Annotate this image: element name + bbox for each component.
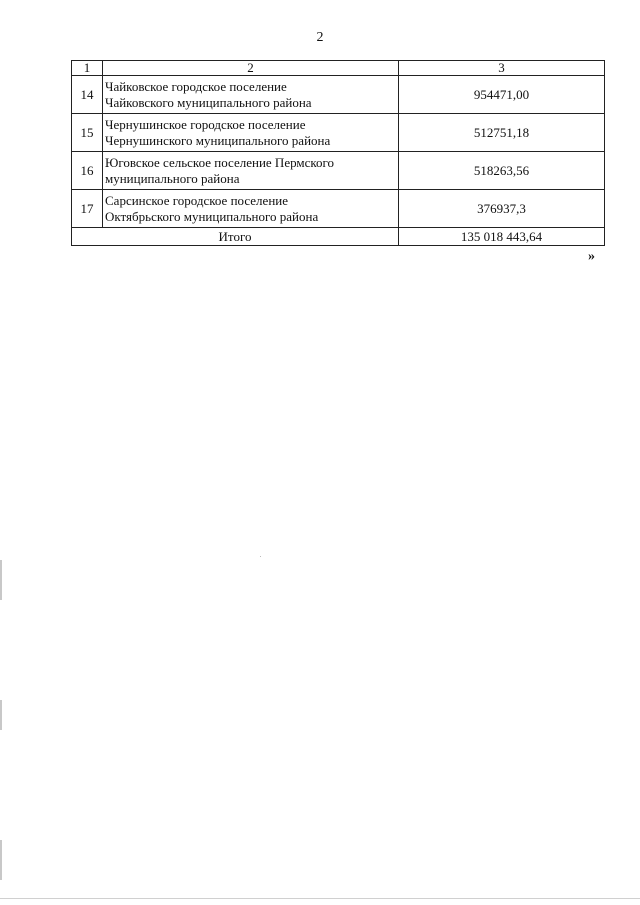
row-number: 14 (72, 76, 103, 114)
settlement-name (103, 152, 399, 190)
settlement-name (103, 76, 399, 114)
settlement-name-line: Чернушинское городское поселение (105, 116, 306, 132)
amount-cell: 518263,56 (399, 152, 605, 190)
settlement-name-line: Октябрьского муниципального района (105, 208, 319, 224)
allocation-table (71, 60, 605, 246)
table-header-row (72, 61, 605, 76)
page-number: 2 (316, 30, 324, 45)
total-amount: 135 018 443,64 (399, 228, 605, 246)
scan-edge-mark (0, 840, 2, 880)
row-number: 17 (72, 190, 103, 228)
total-label: Итого (72, 228, 399, 246)
table-row (72, 190, 605, 228)
column-number-3: 3 (399, 61, 605, 76)
table-row (72, 152, 605, 190)
settlement-name-line: Чернушинского муниципального района (105, 132, 331, 148)
closing-quote-mark: » (588, 249, 595, 264)
column-number-2: 2 (103, 61, 399, 76)
table-row (72, 114, 605, 152)
amount-cell: 954471,00 (399, 76, 605, 114)
settlement-name-line: Чайковского муниципального района (105, 94, 312, 110)
row-number: 16 (72, 152, 103, 190)
settlement-name-line: Чайковское городское поселение (105, 78, 287, 94)
amount-cell: 512751,18 (399, 114, 605, 152)
amount-cell: 376937,3 (399, 190, 605, 228)
scan-edge-mark (0, 700, 2, 730)
row-number: 15 (72, 114, 103, 152)
settlement-name (103, 114, 399, 152)
settlement-name-line: Юговское сельское поселение Пермского (105, 154, 335, 170)
scan-edge-mark (0, 560, 2, 600)
scan-speck (260, 556, 261, 557)
settlement-name-line: Сарсинское городское поселение (105, 192, 289, 208)
table-row (72, 76, 605, 114)
scan-bottom-edge (0, 898, 640, 899)
column-number-1: 1 (72, 61, 103, 76)
total-row (72, 228, 605, 246)
settlement-name (103, 190, 399, 228)
settlement-name-line: муниципального района (105, 170, 240, 186)
